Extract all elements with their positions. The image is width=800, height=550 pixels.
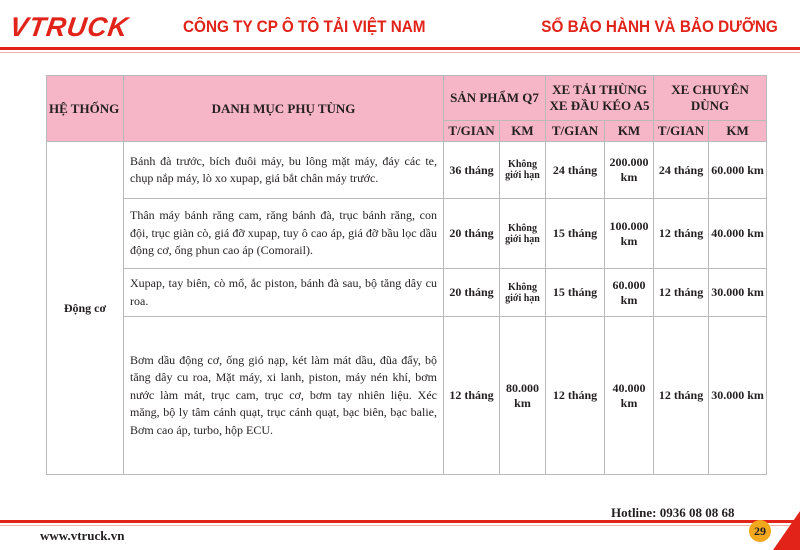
a5-km-cell: 40.000 km: [605, 317, 654, 475]
sp-km-cell: 40.000 km: [709, 199, 767, 269]
a5-time-cell: 24 tháng: [546, 142, 605, 199]
page-number-badge: 29: [749, 520, 771, 542]
sp-time-cell: 12 tháng: [654, 317, 709, 475]
q7-km-cell: Không giới hạn: [500, 142, 546, 199]
subheader-sp-time: T/GIAN: [654, 121, 709, 142]
a5-time-cell: 15 tháng: [546, 199, 605, 269]
parts-cell: Bơm dầu động cơ, ống gió nạp, két làm mát dầu, đũa đẩy, bộ tăng dây cu roa, Mặt máy, xi lanh, piston, máy nén khí, bơm nước làm mát, trục cam, trục cơ, bơm tay nhiên liệu. Xéc măng, bộ ly tâm cánh quạt, trục cánh quạt, bạc biên, bạc balie, Bơm cao áp, turbo, hộp ECU.: [124, 317, 444, 475]
q7-km-cell: Không giới hạn: [500, 269, 546, 317]
q7-time-cell: 12 tháng: [444, 317, 500, 475]
subheader-a5-km: KM: [605, 121, 654, 142]
subheader-a5-time: T/GIAN: [546, 121, 605, 142]
table-row: [47, 269, 767, 317]
a5-time-cell: 15 tháng: [546, 269, 605, 317]
parts-cell: Xupap, tay biên, cò mổ, ắc piston, bánh đà sau, bộ tăng dây cu roa.: [124, 269, 444, 317]
subheader-q7-time: T/GIAN: [444, 121, 500, 142]
parts-cell: Bánh đà trước, bích đuôi máy, bu lông mặt máy, đáy các te, chụp nắp máy, lò xo xupap, giá bắt chân máy trước.: [124, 142, 444, 199]
header-group-q7: SẢN PHẨM Q7: [444, 76, 546, 121]
vtruck-logo: VTRUCK: [7, 12, 131, 42]
q7-time-cell: 36 tháng: [444, 142, 500, 199]
header-divider-thin: [0, 52, 800, 53]
subheader-q7-km: KM: [500, 121, 546, 142]
hotline: Hotline: 0936 08 08 68: [611, 505, 735, 520]
sp-km-cell: 30.000 km: [709, 269, 767, 317]
company-name: CÔNG TY CP Ô TÔ TẢI VIỆT NAM: [183, 17, 426, 36]
table-row: [47, 142, 767, 199]
q7-time-cell: 20 tháng: [444, 199, 500, 269]
website-link[interactable]: www.vtruck.vn: [40, 528, 125, 543]
a5-km-cell: 100.000 km: [605, 199, 654, 269]
header-divider: [0, 47, 800, 50]
footer-divider: [0, 520, 800, 523]
parts-cell: Thân máy bánh răng cam, răng bánh đà, trục bánh răng, con đội, trục giàn cò, giá đỡ xupap, tuy ô cao áp, giá đỡ bầu lọc dầu động cơ, ống phun cao áp (Comorail).: [124, 199, 444, 269]
header-system: HỆ THỐNG: [47, 76, 124, 142]
sp-time-cell: 12 tháng: [654, 199, 709, 269]
table-header-row: [47, 76, 767, 121]
footer-divider-thin: [0, 525, 800, 526]
header-group-special: XE CHUYÊN DÙNG: [654, 76, 767, 121]
a5-km-cell: 200.000 km: [605, 142, 654, 199]
header-parts: DANH MỤC PHỤ TÙNG: [124, 76, 444, 142]
q7-km-cell: Không giới hạn: [500, 199, 546, 269]
sp-km-cell: 60.000 km: [709, 142, 767, 199]
table-row: [47, 199, 767, 269]
sp-time-cell: 12 tháng: [654, 269, 709, 317]
subheader-sp-km: KM: [709, 121, 767, 142]
sp-time-cell: 24 tháng: [654, 142, 709, 199]
corner-decoration: [773, 511, 800, 550]
q7-time-cell: 20 tháng: [444, 269, 500, 317]
book-title: SỔ BẢO HÀNH VÀ BẢO DƯỠNG: [541, 17, 778, 36]
a5-km-cell: 60.000 km: [605, 269, 654, 317]
warranty-table: [46, 75, 767, 475]
page-header: [0, 0, 800, 58]
header-group-a5: XE TẢI THÙNG XE ĐẦU KÉO A5: [546, 76, 654, 121]
sp-km-cell: 30.000 km: [709, 317, 767, 475]
q7-km-cell: 80.000 km: [500, 317, 546, 475]
system-cell: Động cơ: [47, 142, 124, 475]
table-row: [47, 317, 767, 475]
a5-time-cell: 12 tháng: [546, 317, 605, 475]
